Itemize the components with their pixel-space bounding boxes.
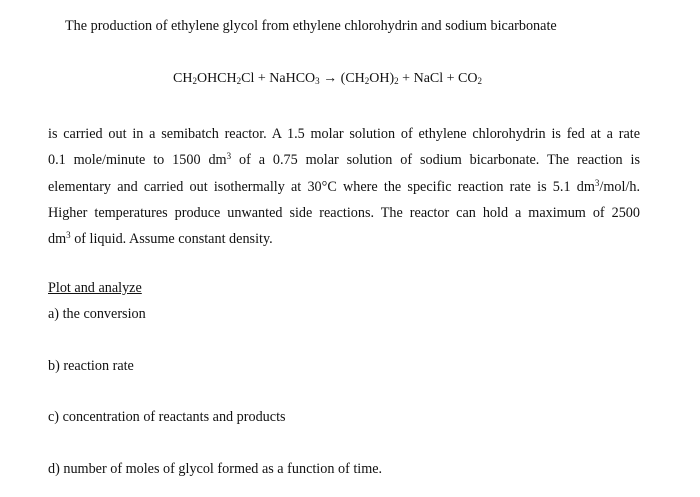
section-heading: Plot and analyze (48, 280, 142, 296)
eq-product-2: NaCl (413, 71, 444, 86)
problem-description (48, 121, 640, 252)
eq-reactant-1: $CH_2OHCH_2Cl$ (173, 71, 255, 86)
problem-title: The production of ethylene glycol from ethylene chlorohydrin and sodium bicarbonate (65, 18, 557, 34)
task-item-a: a) the conversion (48, 306, 146, 322)
reaction-arrow-icon: → (319, 71, 341, 86)
description-line-2: 0.1 mole/minute to 1500 $dm^3$ of a 0.75 molar solution of sodium bicarbonate. The reaction is (48, 151, 640, 169)
eq-product-1: $(CH_2OH)_2$ (340, 71, 399, 86)
eq-reactant-2: NaHCO$_3$ (269, 71, 320, 86)
description-line-4: Higher temperatures produce unwanted side reactions. The reactor can hold a maximum of 2500 (48, 204, 640, 221)
description-line-5: $dm^3$ of liquid. Assume constant density. (48, 230, 273, 248)
eq-product-3: $CO_2$ (458, 71, 482, 86)
description-line-1: is carried out in a semibatch reactor. A 1.5 molar solution of ethylene chlorohydrin is fed at a rate (48, 126, 640, 142)
task-item-b: b) reaction rate (48, 358, 134, 374)
reaction-equation: $CH_2OHCH_2Cl$ + NaHCO$_3$ → $(CH_2OH)_2$ + NaCl + $CO_2$ (173, 71, 482, 86)
description-line-3: elementary and carried out isothermally at 30°C where the specific reaction rate is 5.1 $dm^3/mol/h$. (48, 177, 640, 195)
task-item-c: c) concentration of reactants and products (48, 409, 286, 425)
task-item-d: d) number of moles of glycol formed as a function of time. (48, 461, 383, 477)
